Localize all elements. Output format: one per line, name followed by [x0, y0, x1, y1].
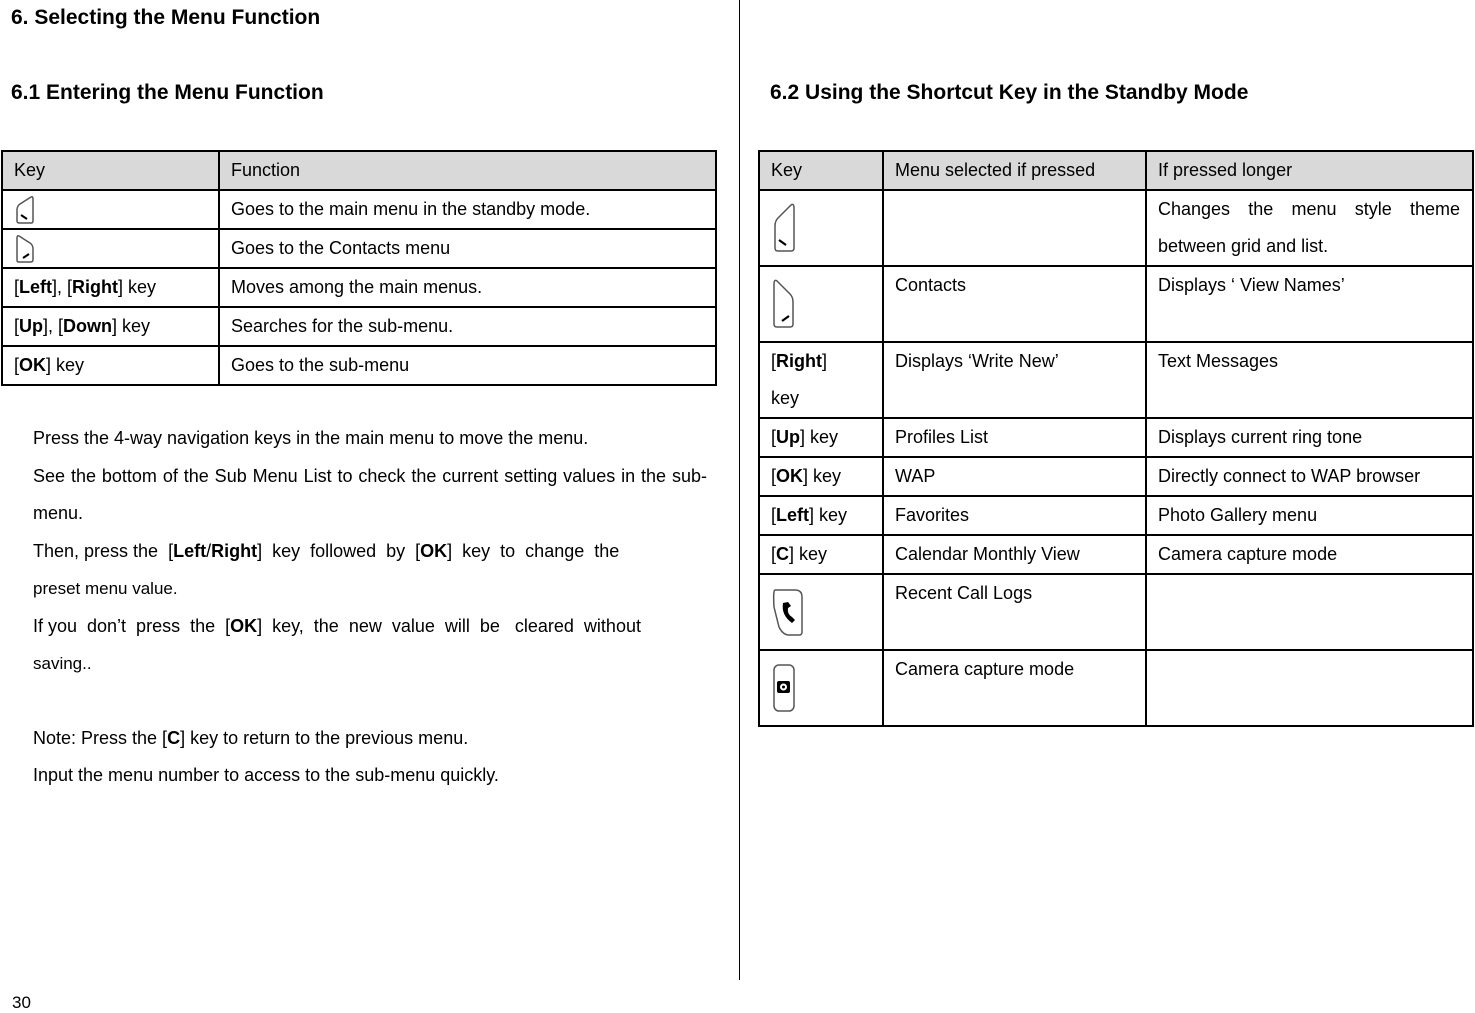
paragraph: See the bottom of the Sub Menu List to check the current setting values in the sub-menu. [33, 465, 707, 523]
key-right: Right [72, 277, 119, 297]
key-cell: [C] key [759, 535, 883, 574]
header-pressed: Menu selected if pressed [883, 151, 1146, 190]
key-cell: [Up], [Down] key [2, 307, 219, 346]
table-row [759, 574, 1473, 650]
key-cell [2, 190, 219, 229]
header-key: Key [2, 151, 219, 190]
note-line: Note: Press the [C] key to return to the previous menu. [33, 728, 469, 748]
shortcut-keys-table [758, 150, 1474, 727]
table-row [759, 266, 1473, 342]
table-row [759, 650, 1473, 726]
left-soft-key-icon [14, 195, 36, 225]
key-left: Left [776, 505, 810, 525]
function-cell: Goes to the main menu in the standby mode. [219, 190, 716, 229]
pressed-cell [883, 190, 1146, 266]
menu-keys-table [1, 150, 717, 386]
key-up: Up [19, 316, 44, 336]
table-row [759, 418, 1473, 457]
longer-cell: Displays current ring tone [1146, 418, 1473, 457]
table-header-row [2, 151, 716, 190]
longer-cell: Camera capture mode [1146, 535, 1473, 574]
key-cell [2, 229, 219, 268]
pressed-cell: Displays ‘Write New’ [883, 342, 1146, 418]
longer-cell [1146, 574, 1473, 650]
longer-cell: Text Messages [1146, 342, 1473, 418]
longer-cell [1146, 650, 1473, 726]
table-row [759, 496, 1473, 535]
key-cell: [Left] key [759, 496, 883, 535]
note-text [33, 720, 499, 794]
function-cell: Goes to the Contacts menu [219, 229, 716, 268]
header-key: Key [759, 151, 883, 190]
table-row [759, 535, 1473, 574]
paragraph: preset menu value. [33, 579, 178, 598]
right-soft-key-icon [14, 234, 36, 264]
section-heading-6-1: 6.1 Entering the Menu Function [11, 81, 324, 104]
key-cell: [OK] key [2, 346, 219, 385]
key-cell [759, 574, 883, 650]
pressed-cell: Recent Call Logs [883, 574, 1146, 650]
header-longer: If pressed longer [1146, 151, 1473, 190]
table-row [2, 268, 716, 307]
key-sep: ], [ [52, 277, 73, 297]
paragraph: Then, press the [Left/Right] key followed by [OK] key to change the [33, 540, 620, 561]
longer-cell: Photo Gallery menu [1146, 496, 1473, 535]
key-left: Left [19, 277, 53, 297]
key-cell: [Left], [Right] key [2, 268, 219, 307]
longer-cell: Directly connect to WAP browser [1146, 457, 1473, 496]
table-row [2, 307, 716, 346]
key-ok: OK [19, 355, 47, 375]
paragraph: If you don’t press the [OK] key, the new value will be cleared without [33, 615, 641, 636]
paragraph: saving.. [33, 654, 92, 673]
section-heading-6-2: 6.2 Using the Shortcut Key in the Standby Mode [770, 81, 1249, 104]
longer-cell: Changes the menu style theme between grid and list. [1146, 190, 1473, 266]
pressed-cell: Contacts [883, 266, 1146, 342]
key-up: Up [776, 427, 801, 447]
key-cell [759, 266, 883, 342]
instructions-text [33, 420, 707, 683]
function-cell: Moves among the main menus. [219, 268, 716, 307]
key-cell [759, 650, 883, 726]
table-row [759, 190, 1473, 266]
column-divider [739, 0, 740, 980]
key-cell: [Up] key [759, 418, 883, 457]
key-sep: ], [ [43, 316, 64, 336]
key-ok: OK [776, 466, 804, 486]
pressed-cell: Profiles List [883, 418, 1146, 457]
table-row [759, 457, 1473, 496]
pressed-cell: WAP [883, 457, 1146, 496]
page-number: 30 [12, 993, 31, 1012]
pressed-cell: Favorites [883, 496, 1146, 535]
longer-cell: Displays ‘ View Names’ [1146, 266, 1473, 342]
note-line: Input the menu number to access to the sub-menu quickly. [33, 765, 499, 785]
table-row [2, 346, 716, 385]
key-c: C [776, 544, 790, 564]
camera-key-icon [771, 663, 797, 713]
key-cell: [OK] key [759, 457, 883, 496]
function-cell: Searches for the sub-menu. [219, 307, 716, 346]
table-row [2, 190, 716, 229]
pressed-cell: Calendar Monthly View [883, 535, 1146, 574]
key-suffix: ] key [112, 316, 151, 336]
paragraph: Press the 4-way navigation keys in the main menu to move the menu. [33, 428, 589, 448]
key-right: Right [776, 351, 822, 371]
key-down: Down [63, 316, 113, 336]
send-call-key-icon [771, 587, 805, 637]
table-row [2, 229, 716, 268]
key-cell [759, 190, 883, 266]
table-header-row [759, 151, 1473, 190]
key-cell: [Right] key [759, 342, 883, 418]
table-row [759, 342, 1473, 418]
left-soft-key-icon [771, 202, 797, 254]
pressed-cell: Camera capture mode [883, 650, 1146, 726]
function-cell: Goes to the sub-menu [219, 346, 716, 385]
page-title: 6. Selecting the Menu Function [11, 6, 321, 29]
key-suffix: ] key [46, 355, 85, 375]
right-soft-key-icon [771, 278, 797, 330]
header-function: Function [219, 151, 716, 190]
key-suffix: ] key [118, 277, 157, 297]
